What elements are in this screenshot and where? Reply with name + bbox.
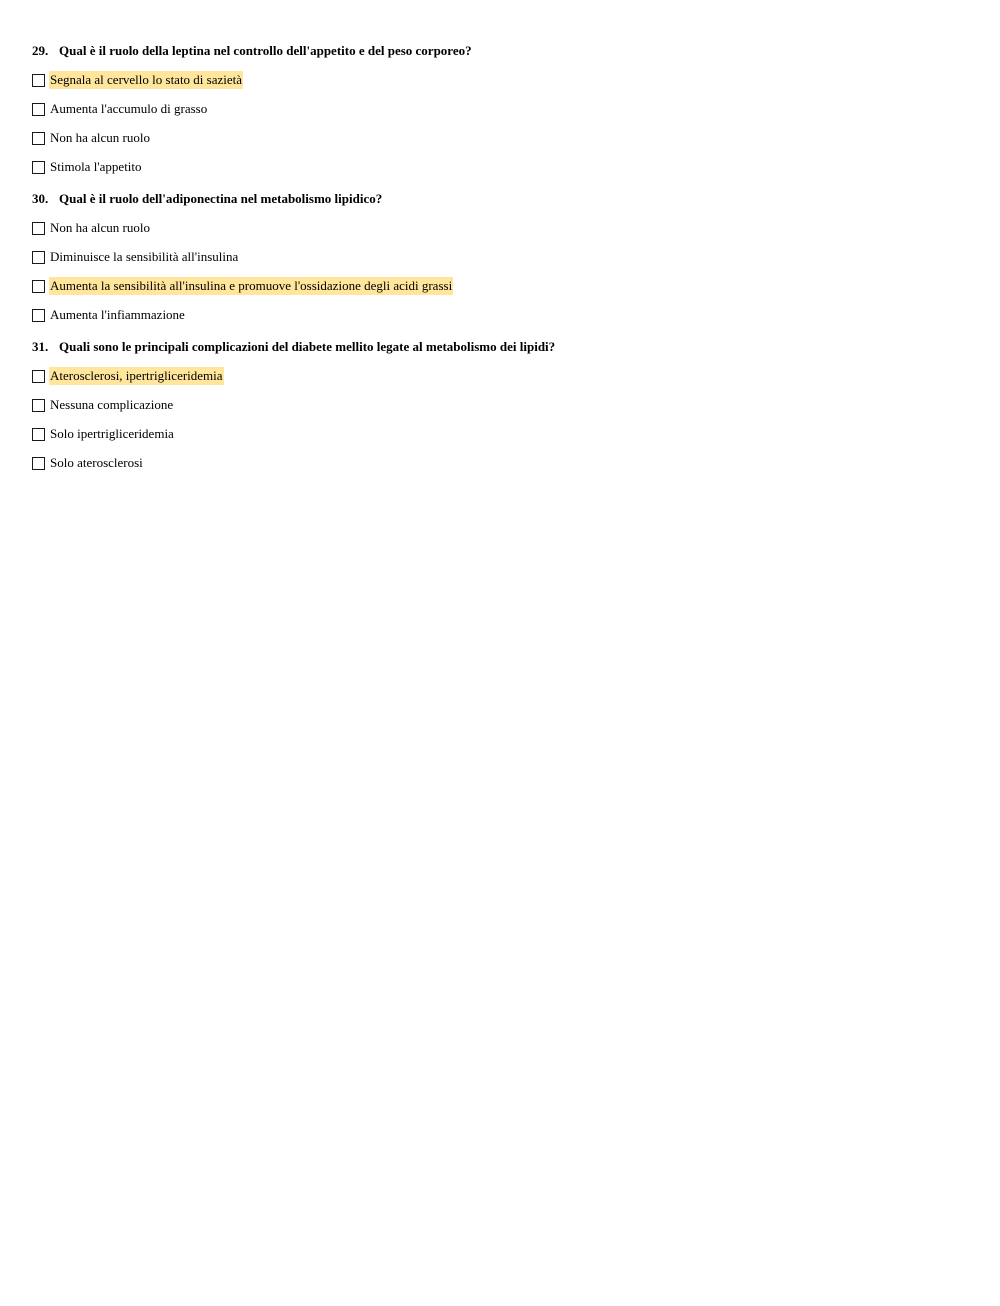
checkbox[interactable] [32,280,45,293]
question-title [32,338,972,356]
answer-label: Aumenta l'infiammazione [50,307,185,322]
answer-label: Aterosclerosi, ipertrigliceridemia [50,368,223,383]
answer-label: Aumenta la sensibilità all'insulina e promuove l'ossidazione degli acidi grassi [50,278,453,293]
answer-option[interactable] [32,248,972,266]
answer-label: Aumenta l'accumulo di grasso [50,101,208,116]
answer-option[interactable] [32,396,972,414]
checkbox[interactable] [32,399,45,412]
checkbox[interactable] [32,309,45,322]
checkbox[interactable] [32,222,45,235]
answer-label: Non ha alcun ruolo [50,130,151,145]
question-title [32,42,972,60]
question-title [32,190,972,208]
checkbox[interactable] [32,132,45,145]
answer-option[interactable] [32,158,972,176]
checkbox[interactable] [32,370,45,383]
answer-option[interactable] [32,100,972,118]
question-text: Quali sono le principali complicazioni del diabete mellito legate al metabolismo dei lipidi? [59,339,556,354]
checkbox[interactable] [32,74,45,87]
question-number: 29. [32,43,49,58]
checkbox[interactable] [32,428,45,441]
answer-label: Non ha alcun ruolo [50,220,151,235]
answer-option[interactable] [32,219,972,237]
answer-option[interactable] [32,277,972,295]
checkbox[interactable] [32,161,45,174]
question-30 [32,190,972,324]
answer-label: Nessuna complicazione [50,397,174,412]
question-text: Qual è il ruolo della leptina nel controllo dell'appetito e del peso corporeo? [59,43,472,58]
question-number: 30. [32,191,49,206]
answer-option[interactable] [32,367,972,385]
question-29 [32,42,972,176]
answer-label: Segnala al cervello lo stato di sazietà [50,72,243,87]
answer-option[interactable] [32,129,972,147]
answer-option[interactable] [32,71,972,89]
answer-label: Solo aterosclerosi [50,455,143,470]
quiz [32,42,972,486]
answer-option[interactable] [32,454,972,472]
answer-option[interactable] [32,425,972,443]
answer-label: Diminuisce la sensibilità all'insulina [50,249,239,264]
checkbox[interactable] [32,251,45,264]
question-31 [32,338,972,472]
answer-option[interactable] [32,306,972,324]
question-text: Qual è il ruolo dell'adiponectina nel metabolismo lipidico? [59,191,383,206]
question-number: 31. [32,339,49,354]
answer-label: Solo ipertrigliceridemia [50,426,174,441]
answer-label: Stimola l'appetito [50,159,142,174]
checkbox[interactable] [32,103,45,116]
checkbox[interactable] [32,457,45,470]
